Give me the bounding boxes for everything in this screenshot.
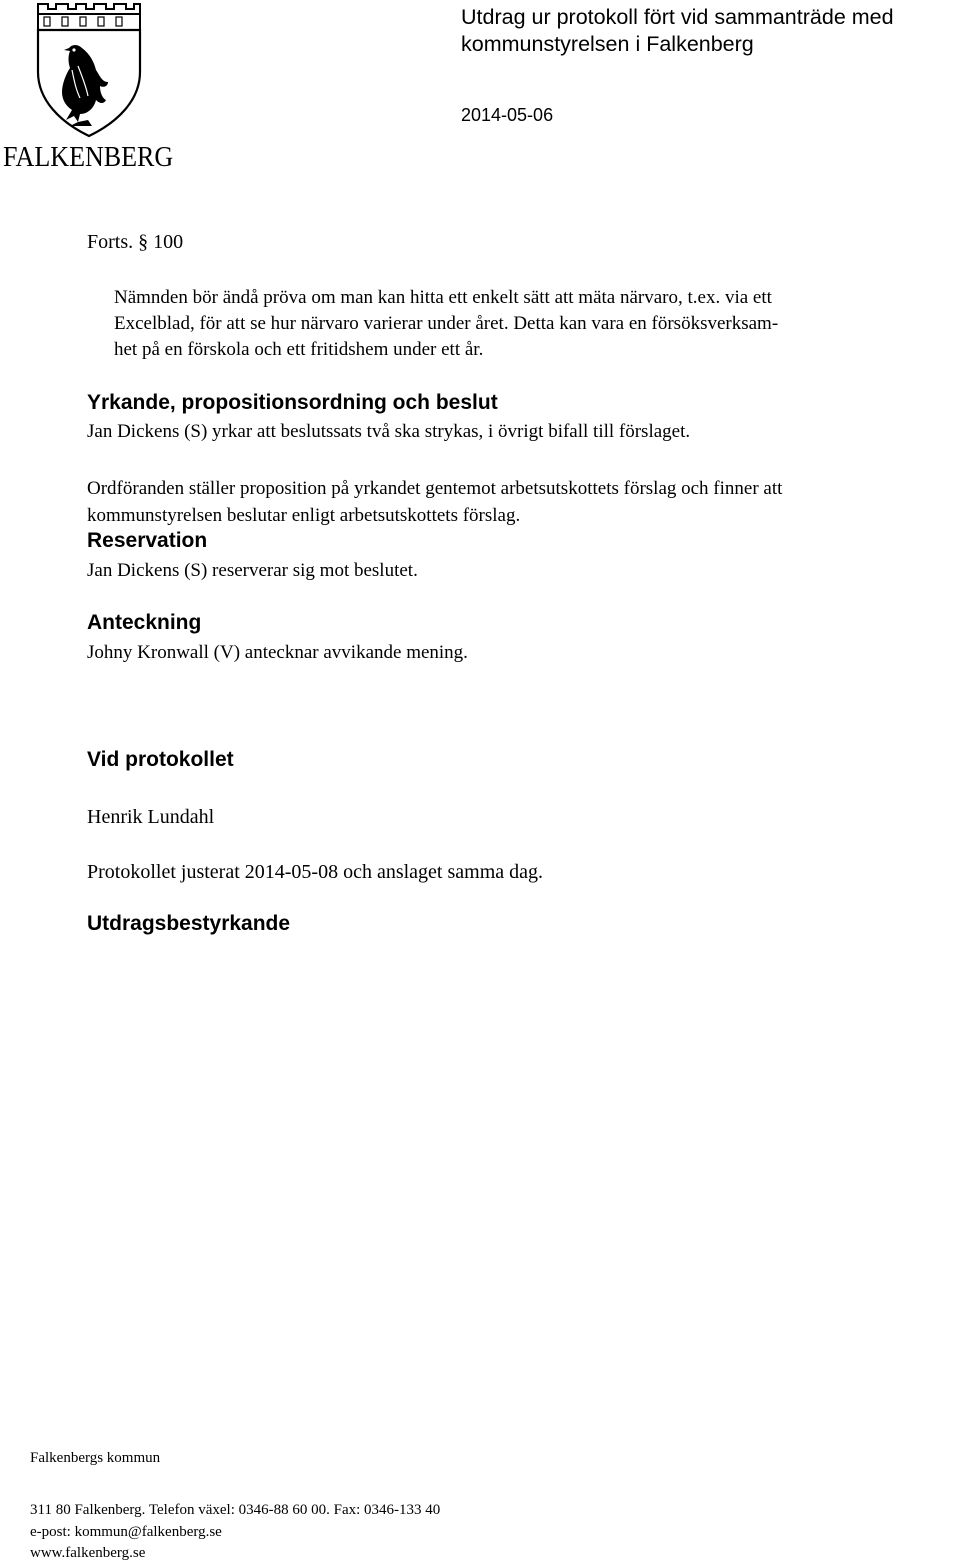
document-title-line-1: Utdrag ur protokoll fört vid sammanträde med xyxy=(461,5,894,29)
heading-anteckning: Anteckning xyxy=(87,611,202,634)
proposition-line: kommunstyrelsen beslutar enligt arbetsutskottets förslag. xyxy=(87,505,521,526)
anteckning-text: Johny Kronwall (V) antecknar avvikande mening. xyxy=(87,642,468,663)
yrkande-text: Jan Dickens (S) yrkar att beslutssats två ska strykas, i övrigt bifall till förslaget. xyxy=(87,421,691,442)
heading-utdragsbestyrkande: Utdragsbestyrkande xyxy=(87,912,291,935)
paragraph-line: Excelblad, för att se hur närvaro varierar under året. Detta kan vara en försöksverksam- xyxy=(114,313,779,334)
section-reference: Forts. § 100 xyxy=(87,231,184,253)
document-title-line-2: kommunstyrelsen i Falkenberg xyxy=(461,32,754,56)
logo-wordmark: FALKENBERG xyxy=(3,142,174,173)
secretary-name: Henrik Lundahl xyxy=(87,806,215,828)
falcon-coat-of-arms-icon xyxy=(0,0,180,145)
heading-vid-protokollet: Vid protokollet xyxy=(87,748,234,771)
footer-email: e-post: kommun@falkenberg.se xyxy=(30,1524,222,1540)
footer-org: Falkenbergs kommun xyxy=(30,1450,161,1466)
heading-yrkande: Yrkande, propositionsordning och beslut xyxy=(87,391,498,414)
meeting-date: 2014-05-06 xyxy=(461,105,554,125)
heading-reservation: Reservation xyxy=(87,529,208,552)
paragraph-line: het på en förskola och ett fritidshem under ett år. xyxy=(114,339,484,360)
justerat-text: Protokollet justerat 2014-05-08 och anslaget samma dag. xyxy=(87,861,544,883)
footer-web: www.falkenberg.se xyxy=(30,1545,146,1561)
municipality-logo xyxy=(0,0,180,175)
proposition-line: Ordföranden ställer proposition på yrkandet gentemot arbetsutskottets förslag och finner att xyxy=(87,478,783,499)
paragraph-line: Nämnden bör ändå pröva om man kan hitta ett enkelt sätt att mäta närvaro, t.ex. via ett xyxy=(114,287,772,308)
reservation-text: Jan Dickens (S) reserverar sig mot beslutet. xyxy=(87,560,418,581)
footer-address: 311 80 Falkenberg. Telefon växel: 0346-88 60 00. Fax: 0346-133 40 xyxy=(30,1502,441,1518)
